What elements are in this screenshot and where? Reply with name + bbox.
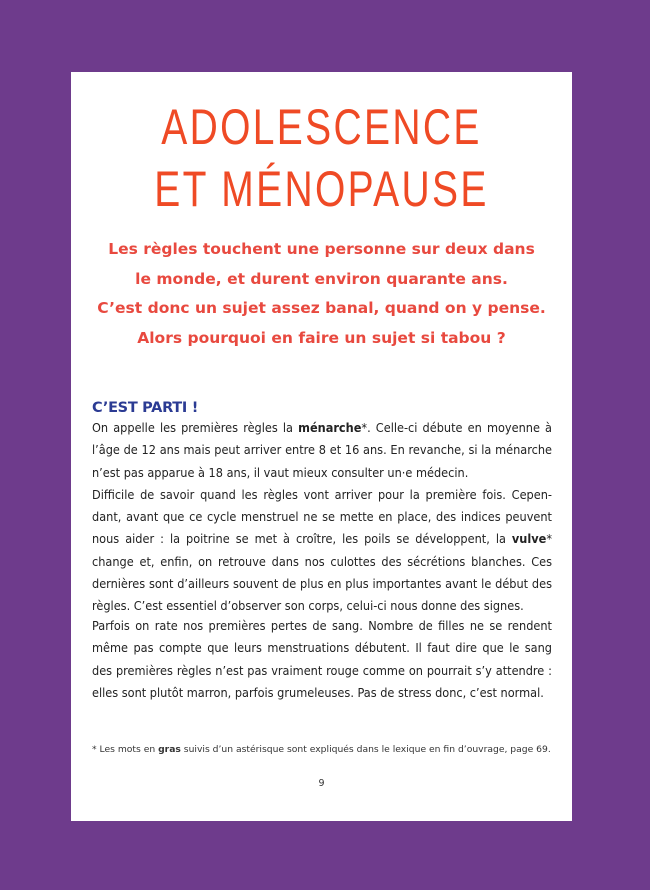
footnote-bold-word: gras <box>158 744 181 755</box>
text-span: suivis d’un astérisque sont expliqués dans le lexique en fin d’ouvrage, page 69. <box>180 744 551 755</box>
text-span: *. Celle-ci débute en moyenne à <box>361 420 553 435</box>
intro-line: Les règles touchent une personne sur deux dans <box>108 240 535 258</box>
text-line: des premières règles n’est pas vraiment rouge comme on pourrait s’y attendre : <box>92 662 552 678</box>
text-line <box>92 528 552 550</box>
text-line: dant, avant que ce cycle menstruel ne se mette en place, des indices peuvent <box>92 509 552 525</box>
book-page <box>71 72 572 821</box>
intro-line: le monde, et durent environ quarante ans. <box>135 269 508 288</box>
page-number: 9 <box>318 778 325 789</box>
body-paragraph-2 <box>92 615 552 704</box>
text-line: Parfois on rate nos premières pertes de sang. Nombre de filles ne se rendent <box>92 618 552 633</box>
text-line: l’âge de 12 ans mais peut arriver entre 8 et 16 ans. En revanche, si la ménarche <box>92 442 552 458</box>
chapter-title-line-2: ET MÉNOPAUSE <box>154 161 489 217</box>
text-line: change et, enfin, on retrouve dans nos culottes des sécrétions blanches. Ces <box>92 553 552 569</box>
text-line <box>92 417 552 439</box>
glossary-term-vulve: vulve <box>511 531 547 547</box>
intro-line: Alors pourquoi en faire un sujet si tabou ? <box>137 328 506 347</box>
intro-line: C’est donc un sujet assez banal, quand on y pense. <box>97 299 546 317</box>
text-span: * Les mots en <box>92 744 159 755</box>
glossary-term-menarche: ménarche <box>298 420 362 435</box>
intro-paragraph <box>71 235 572 353</box>
text-line: n’est pas apparue à 18 ans, il vaut mieux consulter un·e médecin. <box>92 464 469 480</box>
text-span: * <box>546 531 552 547</box>
footnote <box>92 744 562 755</box>
chapter-title-line-1: ADOLESCENCE <box>161 99 482 155</box>
text-span: nous aider : la poitrine se met à croître, les poils se développent, la <box>92 531 512 547</box>
text-line: règles. C’est essentiel d’observer son corps, celui-ci nous donne des signes. <box>92 598 524 614</box>
text-line: dernières sont d’ailleurs souvent de plus en plus importantes avant le début des <box>92 576 552 592</box>
body-paragraph-1 <box>92 417 552 618</box>
text-line: elles sont plutôt marron, parfois grumeleuses. Pas de stress donc, c’est normal. <box>92 684 544 700</box>
text-line: Difficile de savoir quand les règles vont arriver pour la première fois. Cepen- <box>92 486 552 502</box>
text-line: même pas compte que leurs menstruations débutent. Il faut dire que le sang <box>92 640 552 656</box>
section-heading: C’EST PARTI ! <box>92 400 199 416</box>
text-span: On appelle les premières règles la <box>92 420 299 435</box>
